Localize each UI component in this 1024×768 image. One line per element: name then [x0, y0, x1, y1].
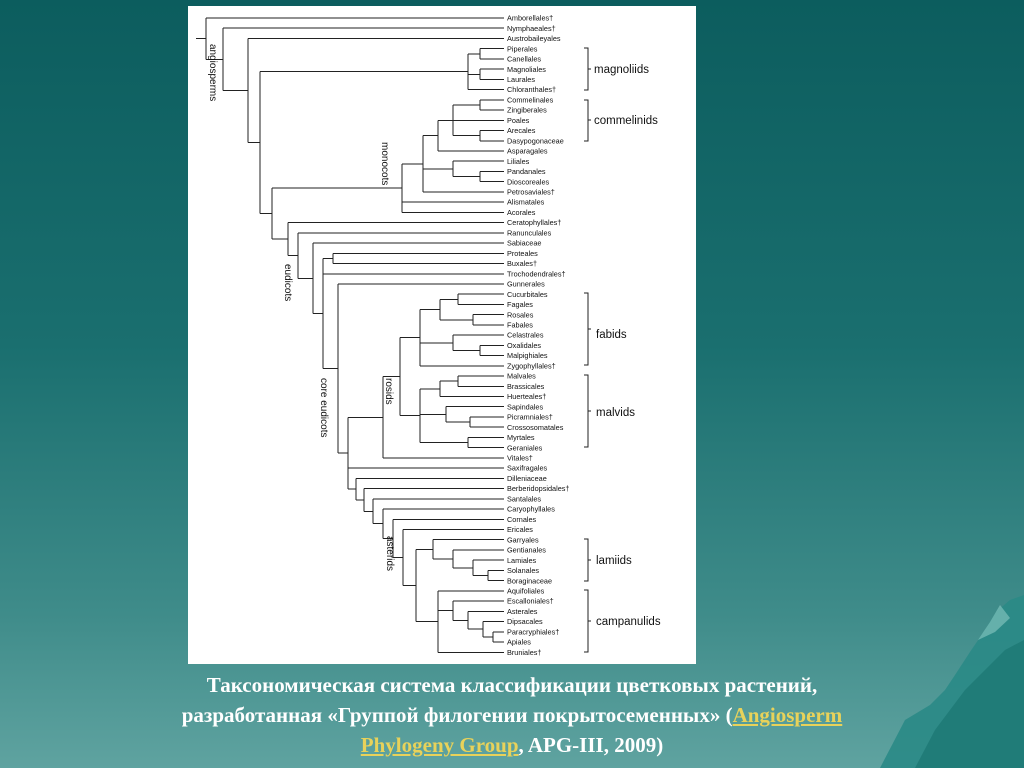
leaf-label: Commelinales [507, 95, 554, 105]
leaf-label: Ericales [507, 525, 533, 535]
leaf-label: Solanales [507, 566, 540, 576]
group-brackets [584, 48, 591, 652]
leaf-label: Asparagales [507, 146, 548, 156]
leaf-label: Geraniales [507, 443, 543, 453]
caption-suffix: , APG-III, 2009) [518, 733, 664, 757]
leaf-label: Saxifragales [507, 463, 548, 473]
leaf-label: Paracryphiales† [507, 627, 560, 637]
leaf-label: Sabiaceae [507, 238, 542, 248]
leaf-label: Ranunculales [507, 228, 552, 238]
leaf-label: Dipsacales [507, 617, 543, 627]
leaf-label: Poales [507, 115, 530, 125]
leaf-label: Austrobaileyales [507, 34, 561, 44]
apg-link-part-2[interactable]: Phylogeny Group [360, 733, 519, 757]
leaf-label: Ceratophyllales† [507, 218, 562, 228]
leaf-label: Laurales [507, 74, 535, 84]
caption-line-2-prefix: разработанная «Группой филогении покрытосеменных» ( [181, 703, 733, 727]
leaf-label: Malvales [507, 371, 536, 381]
clade-label-eudicots: eudicots [282, 264, 293, 302]
leaf-label: Dasypogonaceae [507, 136, 564, 146]
slide-caption [20, 670, 1004, 760]
leaf-label: Gunnerales [507, 279, 545, 289]
clade-label-rosids: rosids [383, 378, 394, 405]
clade-label-angiosperms: angiosperms [207, 44, 218, 102]
leaf-label: Aquifoliales [507, 586, 545, 596]
leaf-label: Picramniales† [507, 412, 553, 422]
leaf-label: Pandanales [507, 167, 546, 177]
leaf-label: Canellales [507, 54, 542, 64]
leaf-label: Santalales [507, 494, 542, 504]
leaf-label: Apiales [507, 637, 531, 647]
leaf-label: Proteales [507, 248, 538, 258]
group-label-malvids: malvids [596, 407, 635, 419]
leaf-label: Oxalidales [507, 340, 542, 350]
leaf-label: Chloranthales† [507, 85, 557, 95]
leaf-label: Dilleniaceae [507, 473, 547, 483]
leaf-label: Berberidopsidales† [507, 484, 570, 494]
leaf-label: Cornales [507, 514, 537, 524]
clade-label-core-eudicots: core eudicots [318, 378, 329, 438]
leaf-label: Malpighiales [507, 351, 548, 361]
group-label-commelinids: commelinids [594, 115, 658, 127]
leaf-label: Vitales† [507, 453, 533, 463]
leaf-label: Garryales [507, 535, 539, 545]
leaf-label: Liliales [507, 156, 530, 166]
leaf-label: Arecales [507, 126, 536, 136]
leaf-label: Dioscoreales [507, 177, 550, 187]
leaf-label: Fagales [507, 300, 533, 310]
leaf-label: Magnoliales [507, 64, 546, 74]
leaf-label: Amborellales† [507, 13, 554, 23]
group-label-magnoliids: magnoliids [594, 64, 649, 76]
tree-leaf-labels [507, 14, 569, 657]
leaf-label: Petrosaviales† [507, 187, 555, 197]
apg-link-part-1[interactable]: Angiosperm [732, 703, 843, 727]
leaf-label: Buxales† [507, 259, 538, 269]
leaf-label: Acorales [507, 207, 536, 217]
leaf-label: Fabales [507, 320, 533, 330]
leaf-label: Escalloniales† [507, 596, 554, 606]
clade-label-monocots: monocots [379, 142, 390, 186]
leaf-label: Rosales [507, 310, 534, 320]
phylogenetic-tree [188, 6, 696, 664]
leaf-label: Bruniales† [507, 647, 542, 657]
leaf-label: Zingiberales [507, 105, 547, 115]
leaf-label: Crossosomatales [507, 422, 564, 432]
tree-branches [196, 18, 504, 652]
caption-line-1: Таксономическая система классификации цветковых растений, [206, 673, 818, 697]
clade-label-asterids: asterids [384, 536, 395, 572]
group-label-fabids: fabids [596, 329, 627, 341]
leaf-label: Alismatales [507, 197, 545, 207]
leaf-label: Huerteales† [507, 392, 547, 402]
leaf-label: Nymphaeales† [507, 23, 556, 33]
leaf-label: Trochodendrales† [507, 269, 566, 279]
leaf-label: Myrtales [507, 433, 535, 443]
leaf-label: Asterales [507, 606, 538, 616]
leaf-label: Caryophyllales [507, 504, 555, 514]
leaf-label: Piperales [507, 44, 538, 54]
leaf-label: Gentianales [507, 545, 546, 555]
leaf-label: Lamiales [507, 555, 537, 565]
group-label-lamiids: lamiids [596, 555, 632, 567]
leaf-label: Brassicales [507, 381, 545, 391]
leaf-label: Zygophyllales† [507, 361, 556, 371]
leaf-label: Boraginaceae [507, 576, 553, 586]
leaf-label: Sapindales [507, 402, 544, 412]
group-label-campanulids: campanulids [596, 616, 661, 628]
phylogeny-diagram-panel [188, 6, 696, 664]
leaf-label: Celastrales [507, 330, 544, 340]
leaf-label: Cucurbitales [507, 289, 548, 299]
